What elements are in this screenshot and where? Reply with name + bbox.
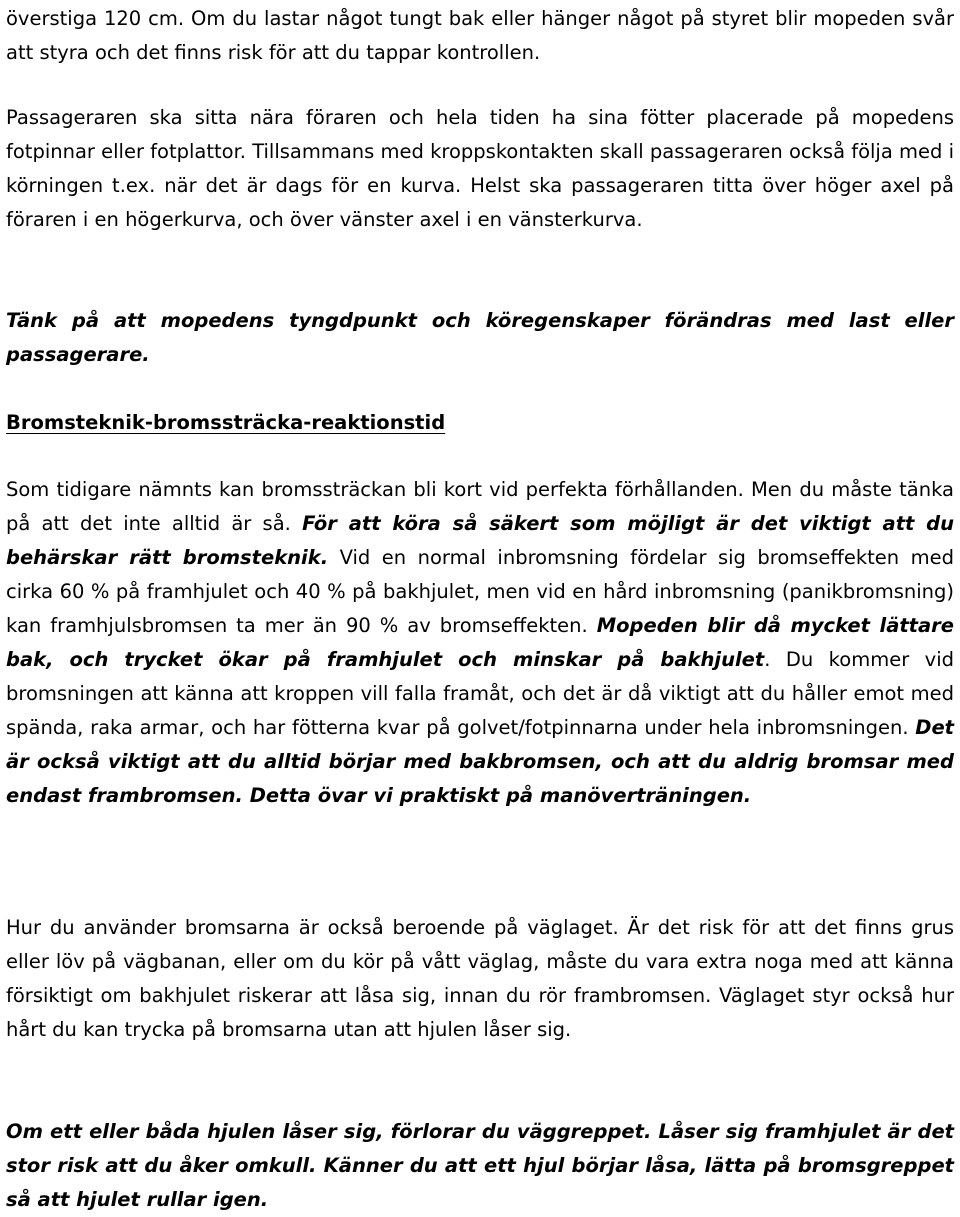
text-segment: Vid en normal inbromsning fördelar sig bromseffekten med cirka 60 % på framhjulet och 40 % på bakhjulet, men vid en hård inbromsning (panikbromsning) kan framhjulsbromsen ta mer än 90 % av bromseffekten. <box>6 546 954 637</box>
paragraph-braking-technique <box>6 473 954 813</box>
emphasis-segment: Det är också viktigt att du alltid börjar med bakbromsen, och att du aldrig bromsar med endast frambromsen. Detta övar vi praktiskt på manöverträningen. <box>6 716 954 807</box>
paragraph-passenger <box>6 101 954 237</box>
paragraph-road-conditions <box>6 911 954 1047</box>
emphasis-text: Tänk på att mopedens tyngdpunkt och köregenskaper förändras med last eller passagerare. <box>6 309 954 366</box>
emphasis-segment: Mopeden blir då mycket lättare bak, och trycket ökar på framhjulet och minskar på bakhjulet <box>6 614 954 671</box>
paragraph-center-of-gravity-note <box>6 304 954 372</box>
text-segment: Som tidigare nämnts kan bromssträckan bli kort vid perfekta förhållanden. Men du måste tänka på att det inte alltid är så. <box>6 478 954 535</box>
paragraph-load-warning <box>6 2 954 70</box>
paragraph-text: överstiga 120 cm. Om du lastar något tungt bak eller hänger något på styret blir mopeden svår att styra och det finns risk för att du tappar kontrollen. <box>6 7 954 64</box>
emphasis-text: Om ett eller båda hjulen låser sig, förlorar du väggreppet. Låser sig framhjulet är det stor risk att du åker omkull. Känner du att ett hjul börjar låsa, lätta på bromsgreppet så att hjulet rullar igen. <box>6 1120 954 1211</box>
paragraph-wheel-lock-note <box>6 1115 954 1217</box>
paragraph-text: Hur du använder bromsarna är också beroende på väglaget. Är det risk för att det finns grus eller löv på vägbanan, eller om du kör på vått väglag, måste du vara extra noga med att känna försiktigt om bakhjulet riskerar att låsa sig, innan du rör frambromsen. Väglaget styr också hur hårt du kan trycka på bromsarna utan att hjulen låser sig. <box>6 916 954 1041</box>
emphasis-segment: För att köra så säkert som möjligt är det viktigt att du behärskar rätt bromsteknik. <box>6 512 954 569</box>
paragraph-text: Passageraren ska sitta nära föraren och hela tiden ha sina fötter placerade på mopedens fotpinnar eller fotplattor. Tillsammans med kroppskontakten skall passageraren också följa med i körningen t.ex. när det är dags för en kurva. Helst ska passageraren titta över höger axel på föraren i en högerkurva, och över vänster axel i en vänsterkurva. <box>6 106 954 231</box>
text-segment: . Du kommer vid bromsningen att känna att kroppen vill falla framåt, och det är då viktigt att du håller emot med spända, raka armar, och har fötterna kvar på golvet/fotpinnarna under hela inbromsningen. <box>6 648 954 739</box>
section-heading: Bromsteknik-bromssträcka-reaktionstid <box>6 411 446 434</box>
